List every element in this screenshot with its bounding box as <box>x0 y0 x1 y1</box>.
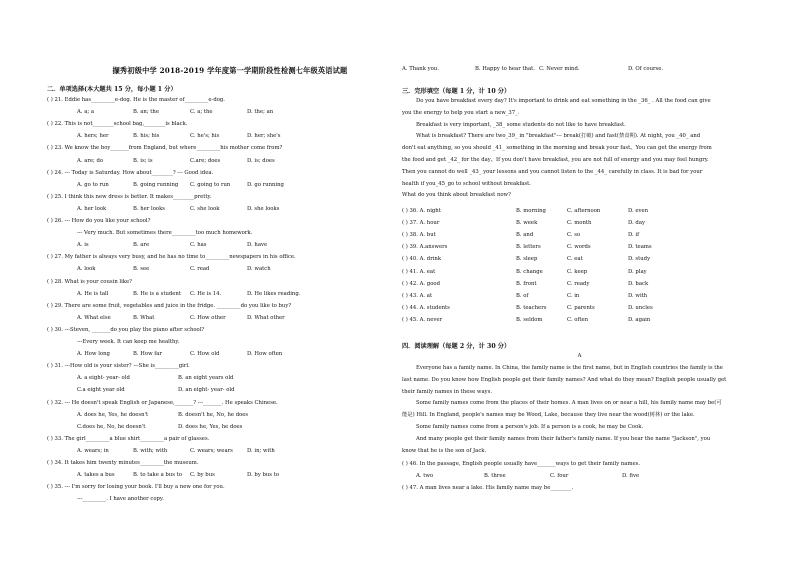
passage-line: What is breakfast? There are two_39_ in "breakfast"--- break(打破) and fast(禁食期). At night, you _40_ and <box>416 133 701 140</box>
option-D: D. her; she's <box>247 133 281 140</box>
passage-label: A <box>577 353 582 359</box>
option-B: C. words <box>567 244 591 251</box>
option-C: D. even <box>628 208 649 214</box>
option-A: A. What else <box>77 314 111 321</box>
page-title: 撷秀初级中学 2018-2019 学年度第一学期阶段性检测七年级英语试题 <box>112 66 348 75</box>
passage-line: What do you think about breakfast now? <box>402 192 511 199</box>
passage-line: 能是) Hill. In England, people's names may be Wood, Lake, because they live near the wood(树林) or the lake. <box>402 412 695 419</box>
option-B: C. ready <box>567 280 590 287</box>
option-D: D. the; an <box>247 109 274 116</box>
option-A: B. and <box>516 232 534 239</box>
option-D: D. in; with <box>247 447 275 454</box>
option-B: B. How far <box>133 351 162 358</box>
passage-line: Do you have breakfast every day? It's important to drink and eat something in the _36_ . All the food can give <box>416 98 711 104</box>
question-line: ( ) 46. In the passage, English people usually have_______ways to get their family names. <box>402 461 641 467</box>
option-C: D. again <box>628 316 651 323</box>
cloze-question: ( ) 37. A. hour <box>402 220 440 227</box>
option-C: D. day <box>628 220 645 227</box>
option-B: C. in <box>567 292 580 299</box>
option-A: A. look <box>77 266 96 273</box>
option-D: D. What other <box>247 314 285 321</box>
option-D: D. she looks <box>247 205 280 212</box>
option-B: C. eat <box>567 256 583 263</box>
option-B: B. see <box>133 266 150 273</box>
option-A: A. takes a bus <box>77 472 115 479</box>
question-line: ( ) 35. --- I'm sorry for losing your book. I'll buy a new one for you. <box>47 484 225 491</box>
question-line: ( ) 23. We know the boy_______from England, but where_________his mother come from? <box>47 145 283 152</box>
option-B: B. an eight years old <box>178 375 234 382</box>
option-B: C. parents <box>567 304 595 311</box>
option-C: D. back <box>628 280 649 287</box>
option-B: B. an; the <box>133 109 159 116</box>
option-A: A. is <box>77 242 89 249</box>
option-A: B. change <box>516 268 543 275</box>
option-B: B. Happy to hear that. <box>475 66 535 72</box>
option-A: B. front <box>516 280 537 287</box>
cloze-question: ( ) 43. A. at <box>402 292 433 299</box>
cloze-question: ( ) 38. A. but <box>402 232 436 239</box>
question-line: ( ) 28. What is your cousin like? <box>47 278 132 285</box>
section-heading: 二．单项选择(本大题共 15 分，每小题 1 分） <box>47 86 177 93</box>
option-C: C. He is 14. <box>190 290 222 297</box>
option-D: D. Of course. <box>628 66 664 72</box>
question-line: ( ) 30. ---Steven, _______do you play the piano after school? <box>47 326 205 333</box>
option-B: C. keep <box>567 268 588 275</box>
passage-line: don't eat anything, so you should _41_ something in the morning and break your fast。You can get the energy from <box>402 145 712 152</box>
passage-line: And many people get their family names from their father's family name. If you hear the name "Jackson", you <box>416 435 711 442</box>
option-A: A. How long <box>77 351 110 358</box>
question-line: --- Very much. But sometimes there_________too much homework. <box>77 230 253 237</box>
option-B: C. often <box>567 316 589 323</box>
option-A: C.a eight year old <box>77 387 125 394</box>
question-line: ( ) 34. It takes him twenty minutes_________the museum. <box>47 460 199 466</box>
option-D: D. have <box>247 242 268 249</box>
option-C: D. play <box>628 268 647 275</box>
option-B: B. with; with <box>133 447 168 454</box>
option-A: A. are; do <box>77 157 104 164</box>
passage-line: Then you cannot do well _43_ your lessons and you cannot listen to the _44_ carefully in class. It is bad for your <box>402 168 703 175</box>
question-line: ( ) 26. --- How do you like your school? <box>47 218 151 224</box>
option-B: B. What <box>133 314 155 321</box>
section-heading: 四．阅读理解（每题 2 分，计 30 分） <box>402 343 511 350</box>
question-line: ---_________. I have another copy. <box>77 496 164 503</box>
option-B: B. is; is <box>133 157 153 164</box>
option-C: C. read <box>190 266 210 273</box>
option-A: B. teachers <box>516 304 547 311</box>
passage-line: Some family names come from the places of their homes. A man lives on or near a hill, his family name may be(可 <box>416 400 722 407</box>
option-A: A. He is tall <box>77 290 109 297</box>
passage-line: Some family names come from a person's job. If a person is a cook, he may be Cook. <box>416 424 644 430</box>
option-A: B. seldom <box>516 316 543 323</box>
option-A: B. of <box>516 292 529 299</box>
option-A: A. does he, Yes, he doesn't <box>77 411 149 418</box>
cloze-question: ( ) 39. A.answers <box>402 244 448 251</box>
passage-line: you the energy to help you start a new_37_. <box>402 109 520 116</box>
question-line: ( ) 24. --- Today is Saturday. How about________? --- Good idea. <box>47 169 214 176</box>
option-D: D. is; does <box>247 157 275 164</box>
option-C: C. How old <box>190 351 220 358</box>
question-line: ( ) 29. There are some fruit, vegetables and juice in the fridge. _________do you like to buy? <box>47 302 292 309</box>
option-B: B. He is a student <box>133 290 181 297</box>
passage-line: the food and get _42_ for the day。If you don't have breakfast, you are not full of energy and you may feel hungry. <box>402 157 709 163</box>
question-line: ( ) 27. My father is always very busy, and he has no time to_________newspapers in his office. <box>47 254 296 261</box>
option-D: D. go running <box>247 181 284 188</box>
passage-line: their family names in these ways. <box>402 388 493 395</box>
option-A: A. wears; in <box>77 447 109 454</box>
option-C: C.are; does <box>190 157 221 164</box>
passage-line: Everyone has a family name. In China, the family name is the first name, but in English countries the family is the <box>416 365 723 371</box>
question-line: ( ) 47. A man lives near a lake. His family name may be________. <box>402 485 574 492</box>
option-B: B. her looks <box>133 205 166 212</box>
option-C: D. with <box>628 292 648 299</box>
question-line: ( ) 25. I think this new dress is better. It makes________pretty. <box>47 193 212 200</box>
option-A: A. hers; her <box>77 133 109 140</box>
option-B: C. afternoon <box>567 208 601 214</box>
option-B: C. month <box>567 220 592 227</box>
option-A: C.does he, No, he doesn't <box>77 423 146 430</box>
option-A: B. letters <box>516 244 541 251</box>
option-C: C. he's; his <box>190 133 220 140</box>
option-D: D. watch <box>247 266 271 273</box>
option-B: B. to take a bus to <box>133 472 182 479</box>
option-A: A. her look <box>77 205 107 212</box>
question-line: ( ) 32. --- He doesn't speak English or Japanese,_______? ---_______. He speaks Chinese. <box>47 399 278 406</box>
option-D: D. five <box>622 473 640 480</box>
passage-line: know that he is the son of Jack. <box>402 447 487 454</box>
option-A: B. week <box>516 220 538 227</box>
option-B: D. does he, Yes, he does <box>178 423 243 430</box>
cloze-question: ( ) 42. A. good <box>402 280 440 287</box>
option-B: B. three <box>484 473 506 480</box>
option-C: C. by bus <box>190 472 215 479</box>
option-A: A. a; a <box>77 109 94 116</box>
option-C: D. teams <box>628 244 652 251</box>
cloze-question: ( ) 45. A. never <box>402 316 443 323</box>
option-C: C. wears; wears <box>190 447 233 454</box>
option-C: C. has <box>190 242 207 249</box>
section-heading: 三．完形填空（每题 1 分，计 10 分） <box>402 88 511 95</box>
cloze-question: ( ) 41. A. eat <box>402 268 436 275</box>
option-A: B. morning <box>516 208 546 214</box>
option-C: D. if <box>628 232 640 239</box>
cloze-question: ( ) 36. A. night <box>402 208 441 214</box>
option-D: D. by bus to <box>247 472 280 479</box>
option-C: C. she look <box>190 205 220 212</box>
cloze-question: ( ) 40. A. drink <box>402 256 442 263</box>
option-D: D. He likes reading. <box>247 290 301 297</box>
option-A: A. a eight- year- old <box>77 375 130 382</box>
question-line: ( ) 22. This is not________school bag,________is black. <box>47 121 188 128</box>
option-A: A. Thank you. <box>402 66 439 72</box>
option-B: B. his; his <box>133 133 160 140</box>
option-B: C. so <box>567 232 581 239</box>
option-C: D. uncles <box>628 304 653 311</box>
option-B: B. are <box>133 242 150 249</box>
passage-line: health if you_45_go to school without breakfast. <box>402 180 531 187</box>
option-C: D. study <box>628 256 651 263</box>
option-D: D. How often <box>247 351 283 358</box>
option-C: C. a; the <box>190 109 213 116</box>
option-C: C. Never mind. <box>539 66 580 72</box>
passage-line: Breakfast is very important, _38_ some students do not like to have breakfast. <box>416 121 626 128</box>
passage-line: last name. Do you know how English people get their family names? And what do they mean? English people usually get <box>402 376 727 383</box>
option-B: D. an eight- year- old <box>178 387 235 394</box>
option-A: A. go to run <box>77 181 109 188</box>
question-line: ( ) 33. The girl_________a blue shirt_________a pair of glasses. <box>47 435 210 442</box>
cloze-question: ( ) 44. A. students <box>402 304 450 311</box>
option-C: C. four <box>550 473 569 480</box>
question-line: ---Every week. It can keep me healthy. <box>77 339 180 345</box>
option-C: C. going to run <box>190 181 231 188</box>
option-C: C. How other <box>190 314 226 321</box>
option-A: A. two <box>416 473 434 480</box>
question-line: ( ) 21. Eddie has_________e-dog. He is the master of_________e-dog. <box>47 97 225 103</box>
question-line: ( ) 31. ---How old is your sister? ---She is_________girl. <box>47 363 190 370</box>
option-B: B. doesn't he, No, he does <box>178 411 249 418</box>
option-A: B. sleep <box>516 256 538 263</box>
option-B: B. going running <box>133 181 179 188</box>
